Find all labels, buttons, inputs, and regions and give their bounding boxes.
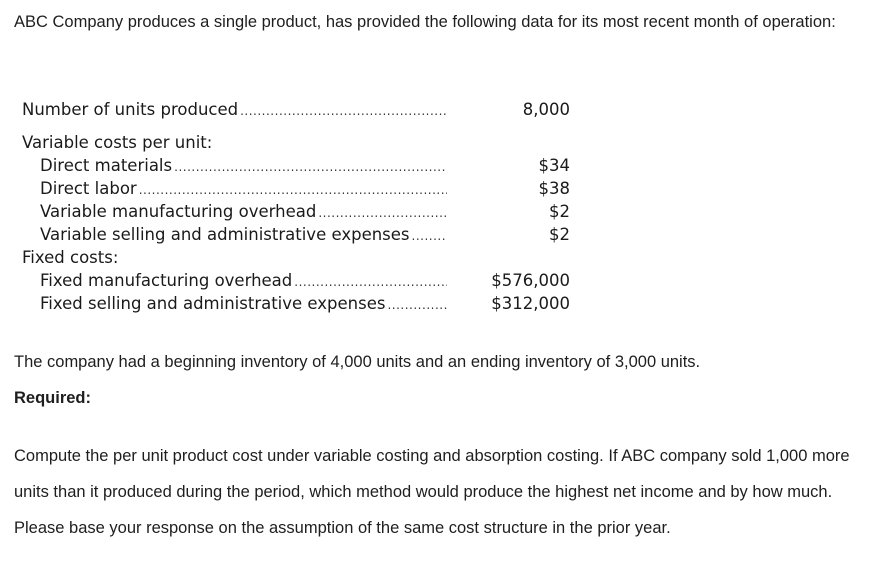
row-value: $312,000 — [491, 294, 570, 313]
table-row — [22, 131, 582, 154]
cost-data-table — [22, 98, 582, 315]
table-row — [22, 292, 582, 315]
table-row — [22, 98, 582, 131]
inventory-paragraph: The company had a beginning inventory of 4,000 units and an ending inventory of 3,000 units. — [14, 353, 701, 371]
row-value: $576,000 — [491, 271, 570, 290]
table-row — [22, 246, 582, 269]
row-label: Fixed manufacturing overhead — [40, 271, 293, 290]
table-row — [22, 269, 582, 292]
row-value: $34 — [538, 156, 570, 175]
section-heading: Variable costs per unit: — [22, 133, 213, 152]
row-value: $2 — [549, 225, 570, 244]
question-paragraph: Compute the per unit product cost under variable costing and absorption costing. If ABC company sold 1,000 more units than it produced during the period, which method would produce the highest net income and by how much. Please base your response on the assumption of the same cost structure in the prior year. — [14, 447, 850, 537]
table-row — [22, 200, 582, 223]
required-heading: Required: — [14, 389, 92, 407]
row-value: 8,000 — [522, 100, 570, 119]
row-label: Number of units produced — [22, 100, 239, 119]
row-label: Fixed selling and administrative expenses — [40, 294, 386, 313]
row-label: Direct materials — [40, 156, 173, 175]
row-label: Direct labor — [40, 179, 137, 198]
table-row — [22, 154, 582, 177]
row-label: Variable selling and administrative expenses — [40, 225, 410, 244]
section-heading: Fixed costs: — [22, 248, 119, 267]
row-value: $38 — [538, 179, 570, 198]
intro-paragraph: ABC Company produces a single product, has provided the following data for its most recent month of operation: — [14, 13, 836, 31]
row-value: $2 — [549, 202, 570, 221]
table-row — [22, 223, 582, 246]
row-label: Variable manufacturing overhead — [40, 202, 317, 221]
table-row — [22, 177, 582, 200]
